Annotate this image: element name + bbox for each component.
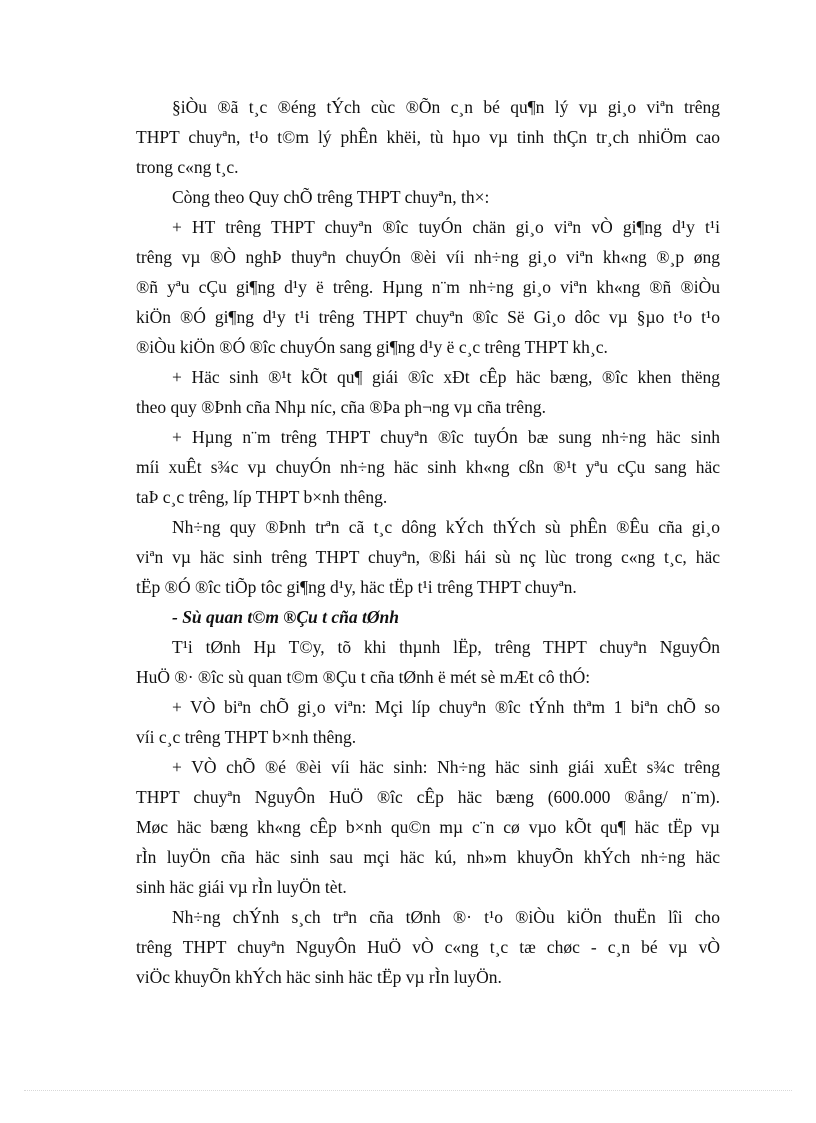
text-line: Nh÷ng chÝnh s¸ch trªn cña tØnh ®· t¹o ®iÒu kiÖn thuËn lîi cho — [172, 907, 720, 927]
footer-divider — [24, 1090, 792, 1091]
text-line: T¹i tØnh Hµ T©y, tõ khi thµnh lËp, trêng THPT chuyªn NguyÔn — [172, 637, 720, 657]
text-line: + VÒ biªn chÕ gi¸o viªn: Mçi líp chuyªn ®îc tÝnh thªm 1 biªn chÕ so — [172, 697, 720, 717]
text-line: rÌn luyÖn cña häc sinh sau mçi häc kú, nh»m khuyÕn khÝch nh÷ng häc — [136, 847, 720, 867]
text-line: kiÖn ®Ó gi¶ng d¹y t¹i trêng THPT chuyªn ®îc Së Gi¸o dôc vµ §µo t¹o t¹o — [136, 307, 720, 327]
text-line: + VÒ chÕ ®é ®èi víi häc sinh: Nh÷ng häc sinh giái xuÊt s¾c trêng — [172, 757, 720, 777]
text-line: §iÒu ®ã t¸c ®éng tÝch cùc ®Õn c¸n bé qu¶n lý vµ gi¸o viªn trêng — [172, 97, 720, 117]
text-line: sinh häc giái vµ rÌn luyÖn tèt. — [136, 877, 347, 897]
text-line: THPT chuyªn, t¹o t©m lý phÊn khëi, tù hµo vµ tinh thÇn tr¸ch nhiÖm cao — [136, 127, 720, 147]
text-line: + HT trêng THPT chuyªn ®îc tuyÓn chän gi¸o viªn vÒ gi¶ng d¹y t¹i — [172, 217, 720, 237]
text-line: trêng vµ ®Ò nghÞ thuyªn chuyÓn ®èi víi nh÷ng gi¸o viªn kh«ng ®¸p øng — [136, 247, 720, 267]
text-line: viªn vµ häc sinh trêng THPT chuyªn, ®ßi hái sù nç lùc trong c«ng t¸c, häc — [136, 547, 720, 567]
text-line: míi xuÊt s¾c vµ chuyÓn nh÷ng häc sinh kh«ng cßn ®¹t yªu cÇu sang häc — [136, 457, 720, 477]
text-line: + Häc sinh ®¹t kÕt qu¶ giái ®îc xÐt cÊp häc bæng, ®îc khen thëng — [172, 367, 720, 387]
text-line: viÖc khuyÕn khÝch häc sinh häc tËp vµ rÌn luyÖn. — [136, 967, 502, 987]
text-line: víi c¸c trêng THPT b×nh thêng. — [136, 727, 357, 747]
text-line: tËp ®Ó ®îc tiÕp tôc gi¶ng d¹y, häc tËp t¹i trêng THPT chuyªn. — [136, 577, 577, 597]
text-line: ®ñ yªu cÇu gi¶ng d¹y ë trêng. Hµng n¨m nh÷ng gi¸o viªn kh«ng ®ñ ®iÒu — [136, 277, 720, 297]
text-line: taÞ c¸c trêng, líp THPT b×nh thêng. — [136, 487, 388, 507]
text-line: THPT chuyªn NguyÔn HuÖ ®îc cÊp häc bæng (600.000 ®ång/ n¨m). — [136, 787, 720, 807]
section-heading: - Sù quan t©m ®Çu t cña tØnh — [172, 607, 399, 627]
text-line: theo quy ®Þnh cña Nhµ níc, cña ®Þa ph¬ng vµ cña trêng. — [136, 397, 546, 417]
text-line: trong c«ng t¸c. — [136, 157, 239, 177]
text-line: Còng theo Quy chÕ trêng THPT chuyªn, th×: — [172, 187, 490, 207]
text-line: Nh÷ng quy ®Þnh trªn cã t¸c dông kÝch thÝch sù phÊn ®Êu cña gi¸o — [172, 517, 720, 537]
text-line: HuÖ ®· ®îc sù quan t©m ®Çu t cña tØnh ë mét sè mÆt cô thÓ: — [136, 667, 591, 687]
text-line: trêng THPT chuyªn NguyÔn HuÖ vÒ c«ng t¸c tæ chøc - c¸n bé vµ vÒ — [136, 937, 720, 957]
text-line: Møc häc bæng kh«ng cÊp b×nh qu©n mµ c¨n cø vµo kÕt qu¶ häc tËp vµ — [136, 817, 720, 837]
text-line: ®iÒu kiÖn ®Ó ®îc chuyÓn sang gi¶ng d¹y ë c¸c trêng THPT kh¸c. — [136, 337, 608, 357]
text-line: + Hµng n¨m trêng THPT chuyªn ®îc tuyÓn bæ sung nh÷ng häc sinh — [172, 427, 720, 447]
